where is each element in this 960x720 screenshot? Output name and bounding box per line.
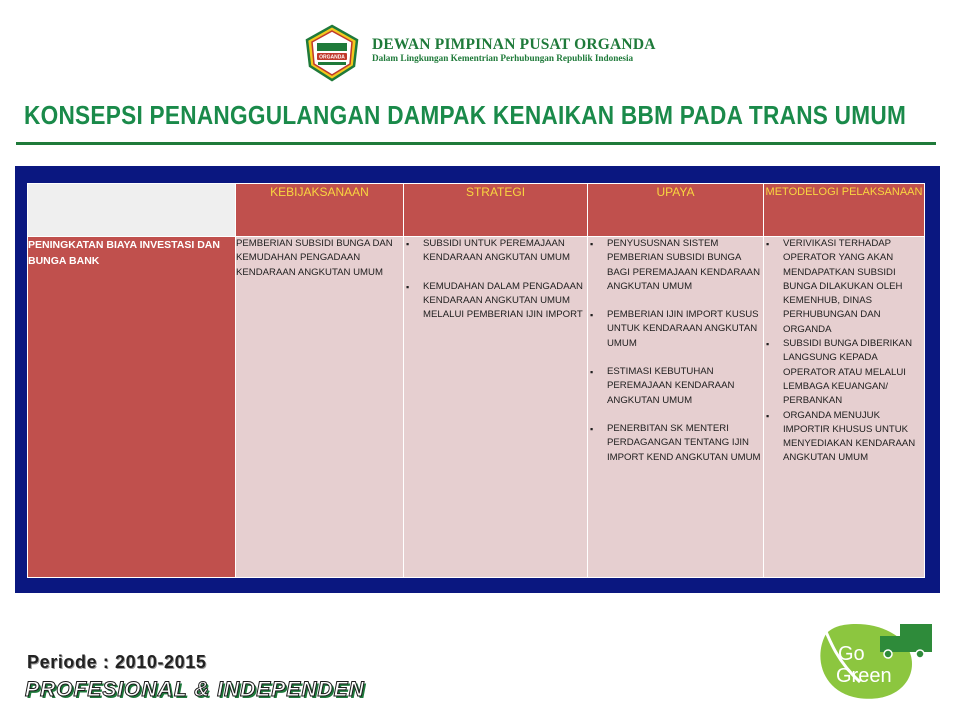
strategi-cell bbox=[404, 237, 588, 578]
upaya-item: ▪ ESTIMASI KEBUTUHAN PEREMAJAAN KENDARAAN ANGKUTAN UMUM bbox=[588, 365, 763, 408]
tagline: PROFESIONAL & INDEPENDEN bbox=[25, 678, 365, 701]
table-row bbox=[28, 237, 925, 578]
page-title: KONSEPSI PENANGGULANGAN DAMPAK KENAIKAN BBM PADA TRANS UMUM bbox=[24, 100, 907, 130]
metodelogi-cell bbox=[764, 237, 925, 578]
upaya-cell bbox=[588, 237, 764, 578]
column-header-upaya: UPAYA bbox=[588, 184, 764, 237]
kebijaksanaan-cell: PEMBERIAN SUBSIDI BUNGA DAN KEMUDAHAN PENGADAAN KENDARAAN ANGKUTAN UMUM bbox=[236, 237, 404, 578]
title-divider bbox=[16, 142, 936, 145]
periode-label: Periode : 2010-2015 bbox=[27, 652, 207, 672]
upaya-item: ▪ PENYUSUSNAN SISTEM PEMBERIAN SUBSIDI BUNGA BAGI PEREMAJAAN KENDARAAN ANGKUTAN UMUM bbox=[588, 237, 763, 294]
column-header-strategi: STRATEGI bbox=[404, 184, 588, 237]
truck-icon bbox=[900, 624, 932, 652]
column-header-metodelogi: METODELOGI PELAKSANAAN bbox=[764, 184, 925, 237]
org-name: DEWAN PIMPINAN PUSAT ORGANDA bbox=[372, 36, 656, 53]
metodelogi-item: ▪ ORGANDA MENUJUK IMPORTIR KHUSUS UNTUK MENYEDIAKAN KENDARAAN ANGKUTAN UMUM bbox=[764, 409, 924, 466]
metodelogi-item: ▪ VERIVIKASI TERHADAP OPERATOR YANG AKAN MENDAPATKAN SUBSIDI BUNGA DILAKUKAN OLEH KEMENHUB, DINAS PERHUBUNGAN DAN ORGANDA bbox=[764, 237, 924, 337]
go-green-text-green: Green bbox=[836, 665, 892, 687]
concept-table bbox=[27, 183, 925, 578]
strategi-item: ▪ SUBSIDI UNTUK PEREMAJAAN KENDARAAN ANGKUTAN UMUM bbox=[404, 237, 587, 266]
column-header-kebijaksanaan: KEBIJAKSANAAN bbox=[236, 184, 404, 237]
organda-logo bbox=[304, 24, 360, 82]
strategi-item: ▪ KEMUDAHAN DALAM PENGADAAN KENDARAAN ANGKUTAN UMUM MELALUI PEMBERIAN IJIN IMPORT bbox=[404, 280, 587, 323]
go-green-badge bbox=[808, 612, 942, 704]
table-header-row bbox=[28, 184, 925, 237]
metodelogi-item: ▪ SUBSIDI BUNGA DIBERIKAN LANGSUNG KEPADA OPERATOR ATAU MELALUI LEMBAGA KEUANGAN/ PERBANKAN bbox=[764, 337, 924, 408]
upaya-item: ▪ PEMBERIAN IJIN IMPORT KUSUS UNTUK KENDARAAN ANGKUTAN UMUM bbox=[588, 308, 763, 351]
row-header: PENINGKATAN BIAYA INVESTASI DAN BUNGA BANK bbox=[28, 237, 236, 578]
upaya-item: ▪ PENERBITAN SK MENTERI PERDAGANGAN TENTANG IJIN IMPORT KEND ANGKUTAN UMUM bbox=[588, 422, 763, 465]
table-corner-cell bbox=[28, 184, 236, 237]
go-green-text-go: Go bbox=[838, 643, 865, 665]
logo-text: ORGANDA bbox=[319, 54, 345, 61]
org-subtitle: Dalam Lingkungan Kementrian Perhubungan Republik Indonesia bbox=[372, 53, 634, 63]
